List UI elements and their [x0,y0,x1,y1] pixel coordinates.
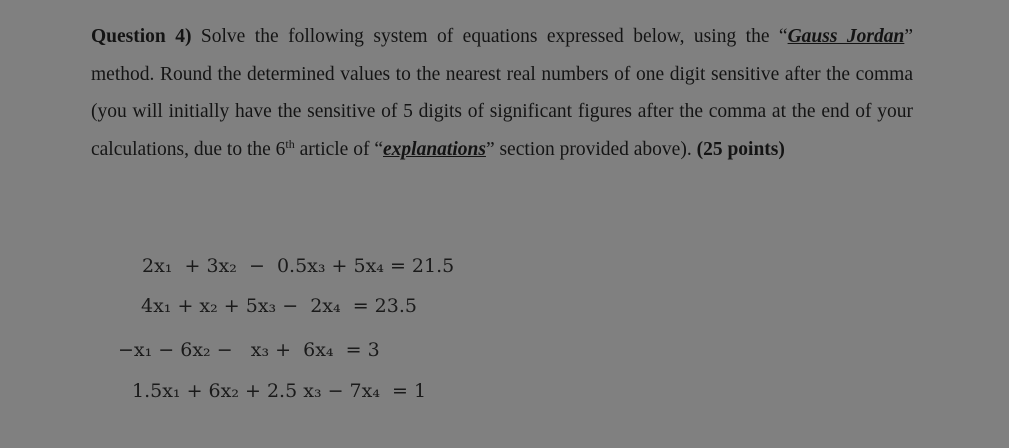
equation-2: 4x₁ + x₂ + 5x₃ − 2x₄ = 23.5 [141,295,417,317]
question-text-part-1: Solve the following system of equations expressed below, using the “ [191,26,788,47]
question-text-part-3: article of “ [294,138,383,160]
equation-4: 1.5x₁ + 6x₂ + 2.5 x₃ − 7x₄ = 1 [132,380,427,402]
question-text-part-4: ” section provided above). [485,138,697,160]
question-text-part-2: ” method. Round the determined values to the nearest real numbers of one digit sensitive after the comma (you will initially have the sensitive of 5 digits of significant figures after the comma at the end of your calculations, due to the 6 [91,26,913,160]
superscript-th: th [285,136,295,151]
equation-3: −x₁ − 6x₂ − x₃ + 6x₄ = 3 [118,339,380,361]
question-paragraph [91,18,913,168]
explanations-link-text: explanations [383,138,486,160]
question-label: Question 4) [91,26,192,47]
points-label: (25 points) [696,138,785,160]
method-name: Gauss Jordan [787,26,905,47]
equation-1: 2x₁ + 3x₂ − 0.5x₃ + 5x₄ = 21.5 [142,255,455,277]
